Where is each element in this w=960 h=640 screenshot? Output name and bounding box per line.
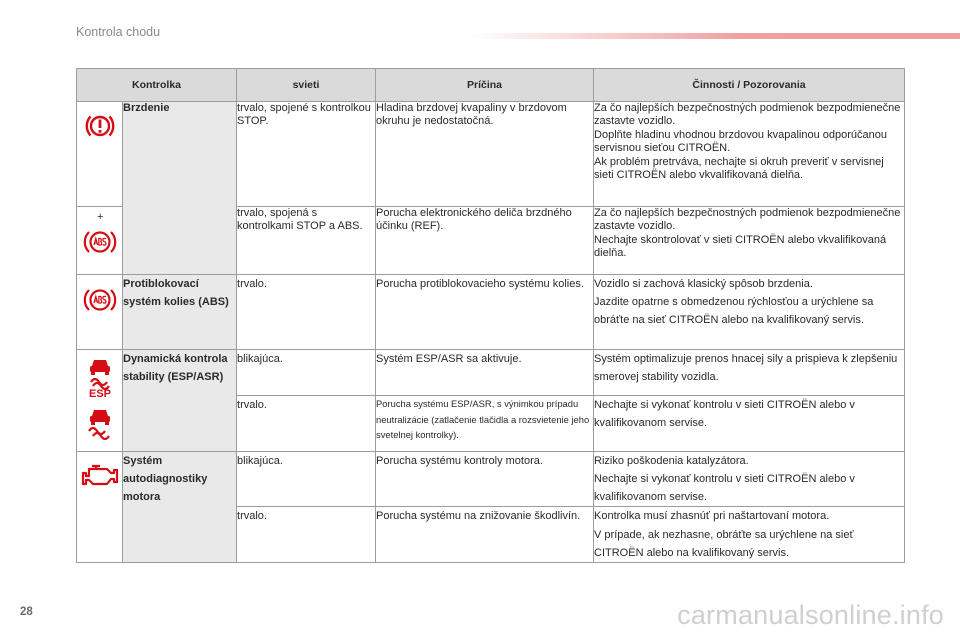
esp-1-svieti: blikajúca. xyxy=(237,350,376,396)
abs-cinnosti: Vozidlo si zachová klasický spôsob brzdenia. Jazdite opatrne s obmedzenou rýchlosťou a urýchlene sa obráťte na sieť CITROËN alebo na kvalifikovaný servis. xyxy=(594,275,905,350)
table-row-brake-1 xyxy=(77,102,905,207)
header-accent-bar xyxy=(470,33,960,39)
col-header-kontrolka: Kontrolka xyxy=(77,69,237,102)
brake-2-cinnosti: Za čo najlepších bezpečnostných podmienok bezpodmienečne zastavte vozidlo. Nechajte skontrolovať v sieti CITROËN alebo vkvalifikovaná dielňa. xyxy=(594,207,905,275)
engine-diagnostic-icon xyxy=(81,460,119,490)
engine-icon-cell xyxy=(77,452,123,563)
abs-svieti: trvalo. xyxy=(237,275,376,350)
esp-skid-icon xyxy=(83,406,117,440)
brake-warning-icon xyxy=(83,110,117,142)
engine-1-pricina: Porucha systému kontroly motora. xyxy=(376,452,594,507)
engine-2-svieti: trvalo. xyxy=(237,507,376,562)
brake-2-pricina: Porucha elektronického deliča brzdného účinku (REF). xyxy=(376,207,594,275)
watermark: carmanualsonline.info xyxy=(677,600,944,630)
engine-2-cinnosti: Kontrolka musí zhasnúť pri naštartovaní motora. V prípade, ak nezhasne, obráťte sa urýchlene na sieť CITROËN alebo na kvalifikovaný servis. xyxy=(594,507,905,562)
esp-icon-cell xyxy=(77,350,123,452)
esp-icon xyxy=(83,356,117,398)
brake-1-cinnosti: Za čo najlepších bezpečnostných podmienok bezpodmienečne zastavte vozidlo. Doplňte hladinu vhodnou brzdovou kvapalinou odporúčanou servisnou sieťou CITROËN. Ak problém pretrváva, nechajte si okruh preveriť v servisnej sieti CITROËN alebo vkvalifikovaná dielňa. xyxy=(594,102,905,207)
col-header-svieti: svieti xyxy=(237,69,376,102)
col-header-cinnosti: Činnosti / Pozorovania xyxy=(594,69,905,102)
abs-icon xyxy=(82,227,118,257)
abs-icon-cell xyxy=(77,275,123,350)
brake-2-svieti: trvalo, spojená s kontrolkami STOP a ABS. xyxy=(237,207,376,275)
engine-1-cinnosti: Riziko poškodenia katalyzátora. Nechajte si vykonať kontrolu v sieti CITROËN alebo v kvalifikovanom servise. xyxy=(594,452,905,507)
abs-pricina: Porucha protiblokovacieho systému kolies. xyxy=(376,275,594,350)
table-header-row xyxy=(77,69,905,102)
abs-label: Protiblokovací systém kolies (ABS) xyxy=(123,275,237,350)
brake-icon-cell xyxy=(77,102,123,207)
esp-label: Dynamická kontrola stability (ESP/ASR) xyxy=(123,350,237,452)
esp-2-cinnosti: Nechajte si vykonať kontrolu v sieti CITROËN alebo v kvalifikovanom servise. xyxy=(594,396,905,452)
esp-2-svieti: trvalo. xyxy=(237,396,376,452)
brake-1-svieti: trvalo, spojené s kontrolkou STOP. xyxy=(237,102,376,207)
brake-abs-icon-cell xyxy=(77,207,123,275)
warning-lights-table xyxy=(76,68,905,563)
esp-1-pricina: Systém ESP/ASR sa aktivuje. xyxy=(376,350,594,396)
engine-1-svieti: blikajúca. xyxy=(237,452,376,507)
table-row-esp-1 xyxy=(77,350,905,396)
page-number: 28 xyxy=(20,606,33,618)
brake-label: Brzdenie xyxy=(123,102,237,275)
table-row-abs xyxy=(77,275,905,350)
brake-1-pricina: Hladina brzdovej kvapaliny v brzdovom okruhu je nedostatočná. xyxy=(376,102,594,207)
abs-icon xyxy=(82,285,118,315)
esp-2-pricina: Porucha systému ESP/ASR, s výnimkou prípadu neutralizácie (zatlačenie tlačidla a rozsvietenie jeho svetelnej kontrolky). xyxy=(376,396,594,452)
esp-1-cinnosti: Systém optimalizuje prenos hnacej sily a prispieva k zlepšeniu smerovej stability vozidla. xyxy=(594,350,905,396)
page-header-title: Kontrola chodu xyxy=(76,25,161,39)
engine-label: Systém autodiagnostiky motora xyxy=(123,452,237,563)
plus-sign: + xyxy=(97,211,104,223)
table-row-engine-1 xyxy=(77,452,905,507)
engine-2-pricina: Porucha systému na znižovanie škodlivín. xyxy=(376,507,594,562)
col-header-pricina: Príčina xyxy=(376,69,594,102)
svg-text:ESP: ESP xyxy=(88,388,111,398)
